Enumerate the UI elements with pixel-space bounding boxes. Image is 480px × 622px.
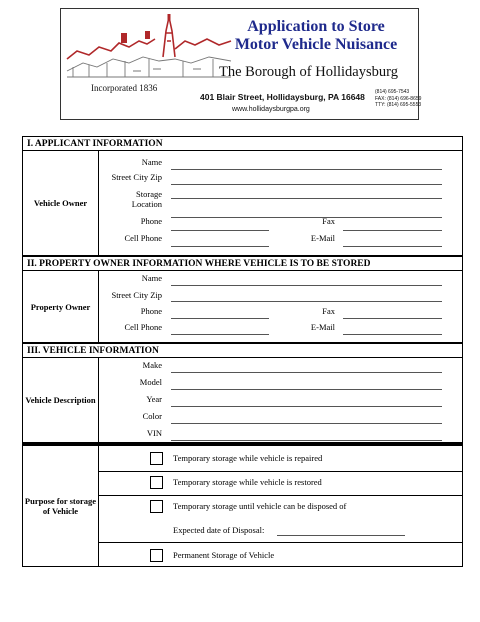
tty-number: TTY: (814) 695-5553 <box>375 102 422 108</box>
section-3-heading: III. VEHICLE INFORMATION <box>22 343 463 358</box>
owner-street-field-2[interactable] <box>171 198 442 199</box>
color-field[interactable] <box>171 423 442 424</box>
section-1-body <box>22 151 463 256</box>
model-field[interactable] <box>171 389 442 390</box>
purpose-option-permanent <box>99 542 462 570</box>
name-label: Name <box>141 157 162 167</box>
section-2-body <box>22 271 463 343</box>
fax-label: Fax <box>322 216 335 226</box>
property-phone-field[interactable] <box>171 318 269 319</box>
vin-label: VIN <box>146 428 162 438</box>
fax-number: FAX: (814) 696-8659 <box>375 95 422 102</box>
property-name-field[interactable] <box>171 285 442 286</box>
cell-phone-label: Cell Phone <box>124 233 162 243</box>
permanent-option-label: Permanent Storage of Vehicle <box>173 550 275 560</box>
owner-street-field[interactable] <box>171 184 442 185</box>
owner-phone-field[interactable] <box>171 230 269 231</box>
purpose-option-disposed <box>99 495 462 543</box>
section-1-heading: I. APPLICANT INFORMATION <box>22 136 463 151</box>
title-line-1: Application to Store <box>247 18 385 35</box>
town-skyline-logo <box>63 11 233 87</box>
restored-option-label: Temporary storage while vehicle is restored <box>173 477 322 487</box>
email-label: E-Mail <box>310 233 335 243</box>
disposed-option-label: Temporary storage until vehicle can be disposed of <box>173 501 347 511</box>
storage-label-1: Storage <box>136 189 162 199</box>
street-label: Street City Zip <box>111 172 162 182</box>
permanent-checkbox[interactable] <box>150 549 163 562</box>
make-label: Make <box>142 360 162 370</box>
address-text: 401 Blair Street, Hollidaysburg, PA 16648 <box>200 92 365 102</box>
disposal-date-field[interactable] <box>277 535 405 536</box>
disposed-checkbox[interactable] <box>150 500 163 513</box>
property-email-field[interactable] <box>343 334 442 335</box>
borough-name: The Borough of Hollidaysburg <box>219 64 398 80</box>
owner-fax-field[interactable] <box>343 230 442 231</box>
cell-phone-label: Cell Phone <box>124 322 162 332</box>
street-label: Street City Zip <box>111 290 162 300</box>
storage-label-2: Location <box>131 199 162 209</box>
phone-label: Phone <box>140 216 162 226</box>
section-3-body <box>22 358 463 443</box>
title-line-2: Motor Vehicle Nuisance <box>234 36 398 53</box>
owner-email-field[interactable] <box>343 246 442 247</box>
color-label: Color <box>142 411 162 421</box>
year-field[interactable] <box>171 406 442 407</box>
disposal-date-label: Expected date of Disposal: <box>173 525 265 535</box>
owner-name-field[interactable] <box>171 169 442 170</box>
restored-checkbox[interactable] <box>150 476 163 489</box>
incorporated-text: Incorporated 1836 <box>91 83 158 93</box>
repaired-checkbox[interactable] <box>150 452 163 465</box>
repaired-option-label: Temporary storage while vehicle is repaired <box>173 453 323 463</box>
section-2-heading: II. PROPERTY OWNER INFORMATION WHERE VEHICLE IS TO BE STORED <box>22 256 463 271</box>
phone-label: Phone <box>140 306 162 316</box>
vehicle-description-label: Vehicle Description <box>23 358 99 442</box>
purpose-option-restored <box>99 471 462 496</box>
vin-field[interactable] <box>171 440 442 441</box>
phone-number: (814) 695-7543 <box>375 89 410 95</box>
property-owner-label: Property Owner <box>23 271 99 342</box>
name-label: Name <box>141 273 162 283</box>
website-text: www.hollidaysburgpa.org <box>232 106 310 113</box>
make-field[interactable] <box>171 372 442 373</box>
purpose-option-repaired <box>99 446 462 472</box>
application-form <box>22 136 463 567</box>
fax-label: Fax <box>322 306 335 316</box>
letterhead <box>60 8 422 120</box>
email-label: E-Mail <box>310 322 335 332</box>
vehicle-owner-label: Vehicle Owner <box>23 151 99 255</box>
year-label: Year <box>146 394 162 404</box>
model-label: Model <box>139 377 162 387</box>
property-cell-field[interactable] <box>171 334 269 335</box>
purpose-label: Purpose for storage of Vehicle <box>23 446 99 566</box>
property-street-field[interactable] <box>171 301 442 302</box>
property-fax-field[interactable] <box>343 318 442 319</box>
purpose-section <box>22 443 463 567</box>
owner-cell-field[interactable] <box>171 246 269 247</box>
contact-numbers <box>375 89 421 109</box>
